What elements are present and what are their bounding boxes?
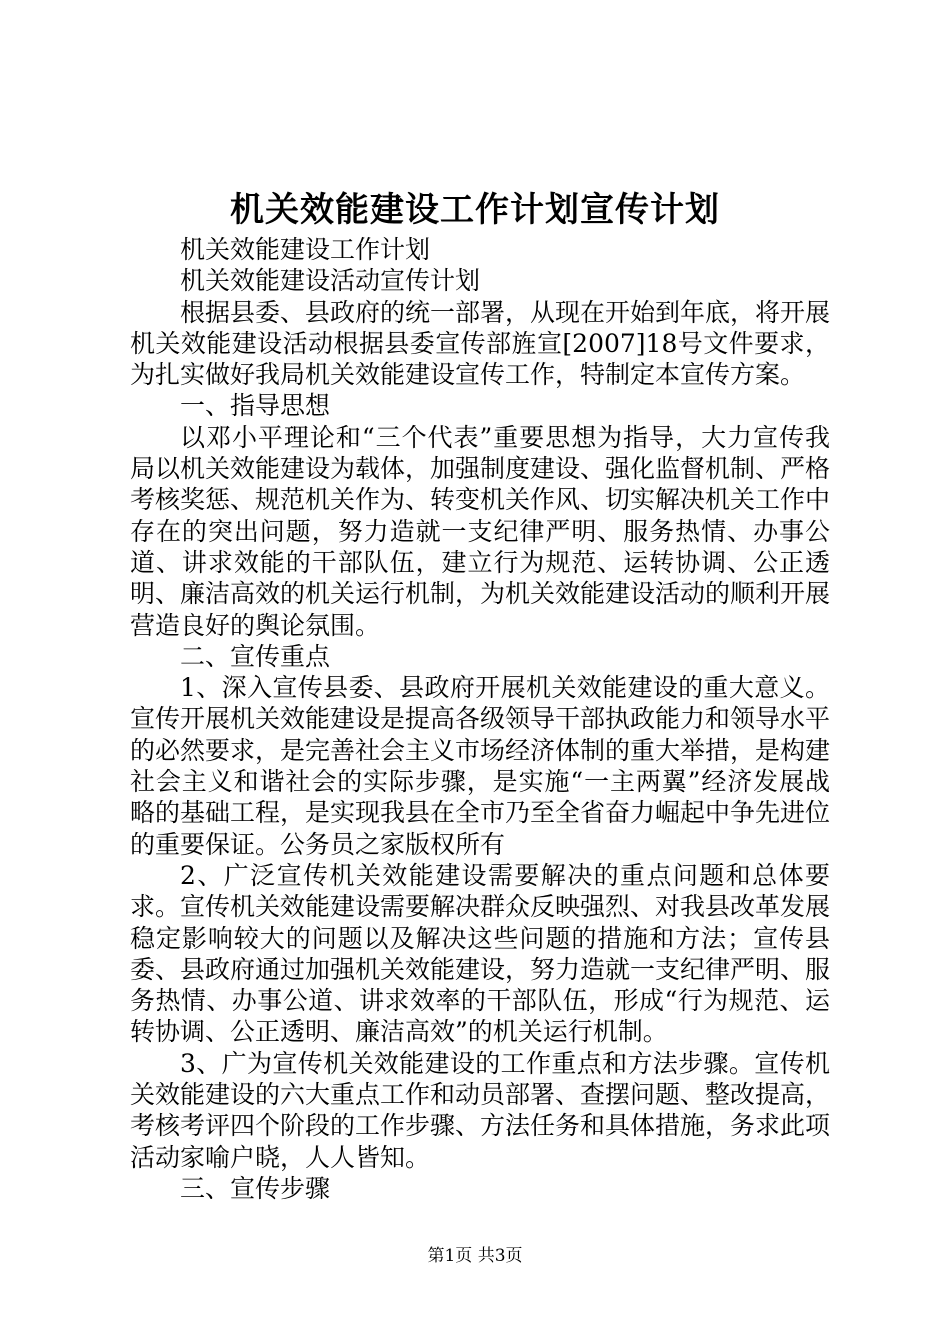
section-heading-publicity-focus: 二、宣传重点 [180, 641, 331, 671]
section-heading-publicity-steps: 三、宣传步骤 [180, 1173, 331, 1203]
document-title: 机关效能建设工作计划宣传计划 [230, 190, 720, 230]
paragraph-focus-2: 2、广泛宣传机关效能建设需要解决的重点问题和总体要求。宣传机关效能建设需要解决群众反映强烈、对我县改革发展稳定影响较大的问题以及解决这些问题的措施和方法；宣传县委、县政府通过加强机关效能建设，努力造就一支纪律严明、服务热情、办事公道、讲求效率的干部队伍，形成“行为规范、运转协调、公正透明、廉洁高效”的机关运行机制。 [130, 860, 831, 1047]
paragraph-subtitle-1: 机关效能建设工作计划 [180, 235, 431, 264]
paragraph-guiding-ideology: 以邓小平理论和“三个代表”重要思想为指导，大力宣传我局以机关效能建设为载体，加强制度建设、强化监督机制、严格考核奖惩、规范机关作为、转变机关作风、切实解决机关工作中存在的突出问题，努力造就一支纪律严明、服务热情、办事公道、讲求效能的干部队伍，建立行为规范、运转协调、公正透明、廉洁高效的机关运行机制，为机关效能建设活动的顺利开展营造良好的舆论氛围。 [130, 422, 831, 640]
paragraph-subtitle-2: 机关效能建设活动宣传计划 [180, 266, 481, 296]
document-body [130, 234, 830, 1204]
paragraph-focus-3: 3、广为宣传机关效能建设的工作重点和方法步骤。宣传机关效能建设的六大重点工作和动员部署、查摆问题、整改提高，考核考评四个阶段的工作步骤、方法任务和具体措施，务求此项活动家喻户晓，人人皆知。 [130, 1048, 831, 1172]
paragraph-focus-1: 1、深入宣传县委、县政府开展机关效能建设的重大意义。宣传开展机关效能建设是提高各级领导干部执政能力和领导水平的必然要求，是完善社会主义市场经济体制的重大举措，是构建社会主义和谐社会的实际步骤，是实施“一主两翼”经济发展战略的基础工程，是实现我县在全市乃至全省奋力崛起中争先进位的重要保证。公务员之家版权所有 [130, 673, 831, 859]
paragraph-intro: 根据县委、县政府的统一部署，从现在开始到年底，将开展机关效能建设活动根据县委宣传部旌宣[2007]18号文件要求，为扎实做好我局机关效能建设宣传工作，特制定本宣传方案。 [130, 297, 831, 390]
section-heading-guiding-ideology: 一、指导思想 [180, 391, 331, 421]
page-footer: 第1页 共3页 [427, 1246, 523, 1266]
